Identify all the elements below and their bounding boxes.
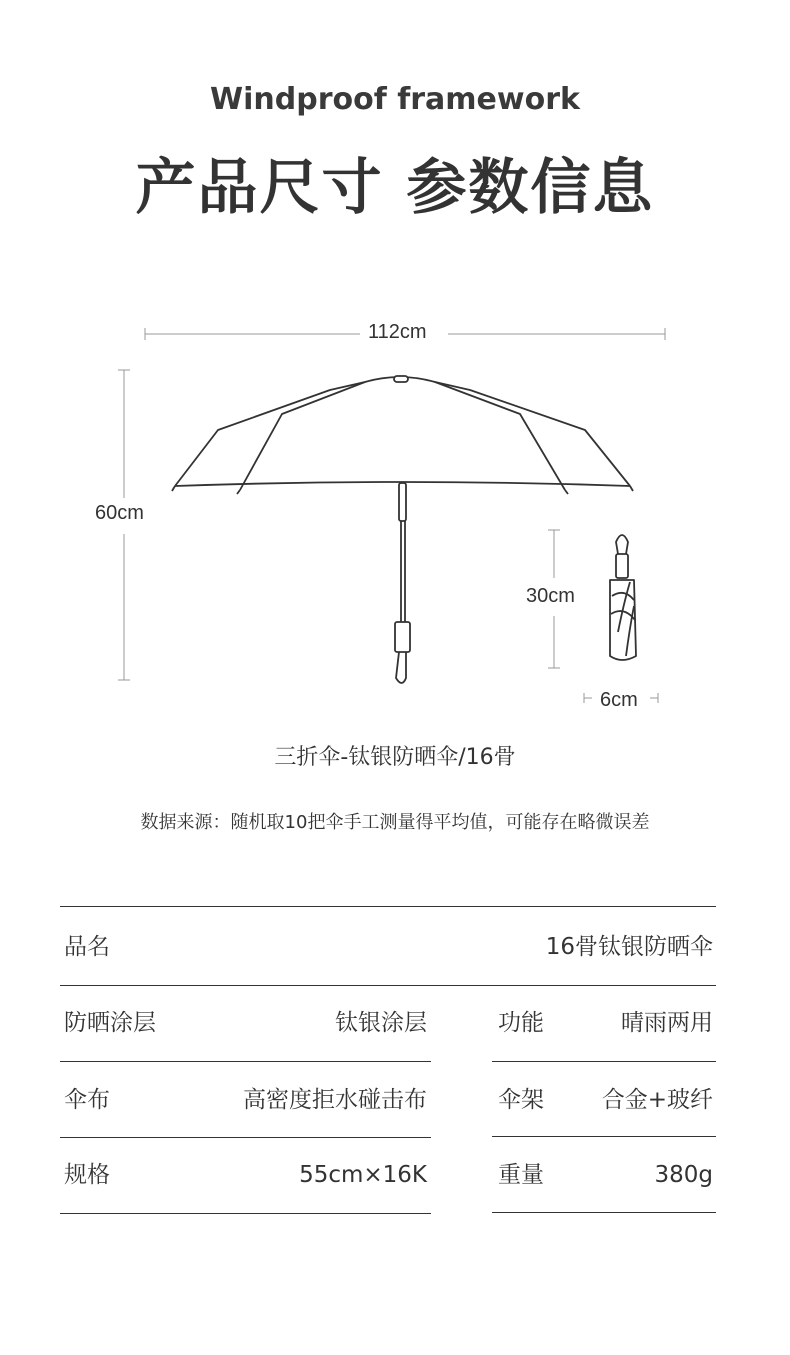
table-divider bbox=[60, 1213, 431, 1214]
open-height-label: 60cm bbox=[91, 502, 148, 525]
spec-value-fabric: 高密度拒水碰击布 bbox=[243, 1087, 427, 1113]
height-dimension-line bbox=[118, 370, 130, 680]
table-divider bbox=[492, 1212, 716, 1213]
spec-label-function: 功能 bbox=[498, 1010, 544, 1036]
spec-label-fabric: 伞布 bbox=[64, 1087, 110, 1113]
open-width-label: 112cm bbox=[364, 321, 431, 344]
folded-width-label: 6cm bbox=[596, 689, 642, 712]
table-divider bbox=[60, 906, 716, 907]
spec-value-weight: 380g bbox=[654, 1162, 713, 1188]
spec-value-function: 晴雨两用 bbox=[621, 1010, 713, 1036]
spec-value-frame: 合金+玻纤 bbox=[601, 1087, 713, 1113]
folded-height-label: 30cm bbox=[522, 585, 579, 608]
page-title: 产品尺寸 参数信息 bbox=[135, 153, 655, 223]
spec-value-coating: 钛银涂层 bbox=[335, 1010, 427, 1036]
table-divider bbox=[60, 1137, 431, 1138]
spec-label-size: 规格 bbox=[64, 1162, 110, 1188]
spec-label-coating: 防晒涂层 bbox=[64, 1010, 156, 1036]
open-umbrella bbox=[172, 376, 633, 683]
source-note: 数据来源：随机取10把伞手工测量得平均值，可能存在略微误差 bbox=[140, 812, 650, 833]
folded-umbrella bbox=[610, 535, 636, 660]
subtitle: Windproof framework bbox=[210, 82, 580, 117]
table-divider bbox=[60, 985, 716, 986]
spec-value-name: 16骨钛银防晒伞 bbox=[545, 934, 713, 960]
table-divider bbox=[60, 1061, 431, 1062]
model-name: 三折伞-钛银防晒伞/16骨 bbox=[274, 745, 516, 770]
spec-label-weight: 重量 bbox=[498, 1162, 544, 1188]
table-divider bbox=[492, 1061, 716, 1062]
spec-label-frame: 伞架 bbox=[498, 1087, 544, 1113]
table-divider bbox=[492, 1136, 716, 1137]
spec-label-name: 品名 bbox=[64, 934, 110, 960]
spec-value-size: 55cm×16K bbox=[299, 1162, 427, 1188]
